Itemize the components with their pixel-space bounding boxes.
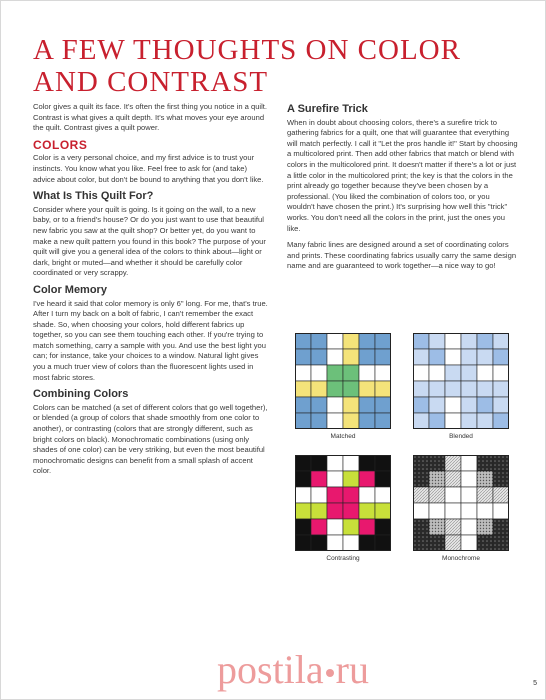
quilt-patch bbox=[445, 471, 461, 487]
quilt-patch bbox=[343, 413, 359, 429]
quilt-patch bbox=[493, 471, 509, 487]
quilt-patch bbox=[375, 397, 391, 413]
quilt-for-heading: What Is This Quilt For? bbox=[33, 190, 154, 203]
quilt-patch bbox=[493, 487, 509, 503]
quilt-patch bbox=[343, 503, 359, 519]
quilt-patch bbox=[327, 333, 343, 349]
quilt-patch bbox=[295, 455, 311, 471]
quilt-patch bbox=[375, 413, 391, 429]
quilt-patch bbox=[413, 519, 429, 535]
quilt-patch bbox=[461, 333, 477, 349]
quilt-patch bbox=[359, 397, 375, 413]
quilt-patch bbox=[413, 471, 429, 487]
matched-caption: Matched bbox=[330, 433, 356, 440]
quilt-patch bbox=[413, 333, 429, 349]
quilt-patch bbox=[461, 365, 477, 381]
quilt-patch bbox=[295, 519, 311, 535]
quilt-patch bbox=[493, 397, 509, 413]
quilt-patch bbox=[429, 333, 445, 349]
quilt-patch bbox=[327, 365, 343, 381]
quilt-patch bbox=[445, 365, 461, 381]
quilt-patch bbox=[311, 381, 327, 397]
quilt-patch bbox=[413, 413, 429, 429]
quilt-patch bbox=[359, 487, 375, 503]
contrasting-quilt-image bbox=[295, 455, 391, 551]
quilt-patch bbox=[461, 413, 477, 429]
quilt-patch bbox=[375, 519, 391, 535]
monochrome-quilt-image bbox=[413, 455, 509, 551]
quilt-patch bbox=[343, 349, 359, 365]
quilt-patch bbox=[311, 455, 327, 471]
quilt-patch bbox=[375, 535, 391, 551]
quilt-patch bbox=[343, 487, 359, 503]
quilt-patch bbox=[477, 381, 493, 397]
quilt-patch bbox=[429, 455, 445, 471]
quilt-patch bbox=[359, 333, 375, 349]
quilt-patch bbox=[445, 455, 461, 471]
quilt-patch bbox=[493, 333, 509, 349]
quilt-patch bbox=[445, 333, 461, 349]
page-number: 5 bbox=[533, 680, 537, 687]
quilt-patch bbox=[429, 535, 445, 551]
quilt-patch bbox=[445, 503, 461, 519]
quilt-patch bbox=[493, 413, 509, 429]
quilt-patch bbox=[359, 519, 375, 535]
quilt-patch bbox=[477, 519, 493, 535]
quilt-patch bbox=[375, 455, 391, 471]
quilt-patch bbox=[327, 503, 343, 519]
quilt-patch bbox=[311, 413, 327, 429]
contrasting-caption: Contrasting bbox=[326, 555, 360, 562]
quilt-patch bbox=[429, 413, 445, 429]
quilt-patch bbox=[461, 535, 477, 551]
monochrome-caption: Monochrome bbox=[442, 555, 480, 562]
quilt-patch bbox=[429, 381, 445, 397]
colors-heading: COLORS bbox=[33, 137, 88, 152]
watermark-logo: postila ru bbox=[217, 647, 369, 692]
quilt-patch bbox=[327, 455, 343, 471]
quilt-patch bbox=[343, 397, 359, 413]
quilt-patch bbox=[327, 519, 343, 535]
quilt-patch bbox=[477, 397, 493, 413]
quilt-patch bbox=[477, 503, 493, 519]
quilt-patch bbox=[327, 413, 343, 429]
quilt-patch bbox=[375, 471, 391, 487]
quilt-patch bbox=[343, 455, 359, 471]
quilt-patch bbox=[359, 349, 375, 365]
quilt-patch bbox=[311, 365, 327, 381]
combining-colors-heading: Combining Colors bbox=[33, 388, 129, 401]
watermark-dot-icon bbox=[326, 669, 334, 677]
quilt-patch bbox=[493, 365, 509, 381]
quilt-patch bbox=[359, 535, 375, 551]
quilt-patch bbox=[493, 535, 509, 551]
quilt-patch bbox=[477, 349, 493, 365]
quilt-patch bbox=[413, 503, 429, 519]
quilt-patch bbox=[295, 535, 311, 551]
quilt-patch bbox=[477, 413, 493, 429]
color-memory-paragraph: I've heard it said that color memory is only 6" long. For me, that's true. After I turn my back on a bolt of fabric, I can't remember the exact shade. So, when choosing your colors, hold different fabrics up together, so you can see them touching each other. If you're trying to match something, carry a sample with you. And use the best light you can; for instance, take your choices to a window. Natural light gives you a much truer view of colors than the fluorescent lights used in most fabric stores. bbox=[33, 298, 268, 382]
quilt-patch bbox=[295, 413, 311, 429]
quilt-patch bbox=[477, 455, 493, 471]
quilt-patch bbox=[327, 471, 343, 487]
quilt-patch bbox=[445, 413, 461, 429]
quilt-patch bbox=[327, 487, 343, 503]
quilt-patch bbox=[327, 397, 343, 413]
quilt-patch bbox=[311, 487, 327, 503]
quilt-patch bbox=[343, 365, 359, 381]
quilt-patch bbox=[311, 503, 327, 519]
surefire-trick-heading: A Surefire Trick bbox=[287, 103, 368, 115]
quilt-patch bbox=[295, 381, 311, 397]
quilt-patch bbox=[493, 519, 509, 535]
quilt-patch bbox=[311, 333, 327, 349]
quilt-patch bbox=[429, 365, 445, 381]
quilt-patch bbox=[445, 381, 461, 397]
matched-quilt-image bbox=[295, 333, 391, 429]
quilt-patch bbox=[461, 471, 477, 487]
quilt-patch bbox=[413, 487, 429, 503]
quilt-patch bbox=[493, 503, 509, 519]
right-column bbox=[287, 101, 519, 278]
quilt-patch bbox=[343, 519, 359, 535]
quilt-patch bbox=[295, 487, 311, 503]
quilt-patch bbox=[413, 381, 429, 397]
quilt-patch bbox=[429, 487, 445, 503]
quilt-patch bbox=[359, 365, 375, 381]
quilt-patch bbox=[429, 503, 445, 519]
quilt-patch bbox=[311, 349, 327, 365]
quilt-patch bbox=[477, 471, 493, 487]
colors-paragraph: Color is a very personal choice, and my first advice is to trust your instincts. You know what you like. Feel free to ask for (and take) advice about color, but don't be bound to anything that you don't like. bbox=[33, 153, 264, 184]
quilt-patch bbox=[493, 455, 509, 471]
quilt-patch bbox=[477, 365, 493, 381]
quilt-patch bbox=[413, 349, 429, 365]
quilt-patch bbox=[375, 349, 391, 365]
quilt-patch bbox=[445, 519, 461, 535]
quilt-patch bbox=[445, 349, 461, 365]
quilt-patch bbox=[477, 487, 493, 503]
quilt-patch bbox=[375, 333, 391, 349]
quilt-patch bbox=[413, 365, 429, 381]
quilt-patch bbox=[359, 471, 375, 487]
quilt-patch bbox=[429, 349, 445, 365]
quilt-examples bbox=[287, 333, 519, 573]
quilt-patch bbox=[343, 471, 359, 487]
blended-caption: Blended bbox=[449, 433, 473, 440]
quilt-patch bbox=[295, 365, 311, 381]
quilt-patch bbox=[359, 381, 375, 397]
quilt-patch bbox=[461, 519, 477, 535]
surefire-trick-paragraph-2: Many fabric lines are designed around a set of coordinating colors and prints. These coordinating fabrics usually carry the same design name and are guaranteed to work together—a nice way to go! bbox=[287, 240, 517, 271]
quilt-patch bbox=[445, 535, 461, 551]
quilt-patch bbox=[493, 381, 509, 397]
surefire-trick-paragraph-1: When in doubt about choosing colors, there's a surefire trick to gathering fabrics for a quilt, one that will guarantee that everything will match perfectly. I call it "Let the pros handle it!" Start by choosing a multicolored print. Then add other fabrics that match or blend with colors in the multicolored print. It doesn't matter if there's a lot or just a little color in the multicolored print; the key is that the colors in the print already go together because they've been chosen by a professional. (You liked the combination of colors too, or you wouldn't have chosen the print.) It's surprising how well this "trick" works. You don't need all the colors in the print, just the ones you like. bbox=[287, 117, 518, 233]
blended-quilt-image bbox=[413, 333, 509, 429]
quilt-patch bbox=[327, 381, 343, 397]
quilt-patch bbox=[413, 535, 429, 551]
quilt-patch bbox=[413, 455, 429, 471]
quilt-patch bbox=[343, 333, 359, 349]
quilt-patch bbox=[429, 471, 445, 487]
quilt-patch bbox=[343, 535, 359, 551]
quilt-patch bbox=[493, 349, 509, 365]
quilt-patch bbox=[311, 471, 327, 487]
quilt-patch bbox=[359, 455, 375, 471]
quilt-patch bbox=[461, 503, 477, 519]
quilt-patch bbox=[461, 455, 477, 471]
quilt-patch bbox=[429, 519, 445, 535]
combining-colors-paragraph: Colors can be matched (a set of different colors that go well together), or blended (a group of colors that shade smoothly from one color to another), or contrasting (colors that are strongly different, such as bright colors on black). Monochromatic combinations (using only shades of one color) can be very striking, but even the most beautiful monochromatic designs can benefit from a small splash of accent color. bbox=[33, 402, 268, 476]
quilt-patch bbox=[429, 397, 445, 413]
quilt-patch bbox=[477, 333, 493, 349]
quilt-patch bbox=[295, 333, 311, 349]
color-memory-heading: Color Memory bbox=[33, 283, 107, 296]
quilt-patch bbox=[359, 413, 375, 429]
quilt-patch bbox=[461, 397, 477, 413]
quilt-patch bbox=[359, 503, 375, 519]
page-title: A FEW THOUGHTS ON COLOR AND CONTRAST bbox=[33, 34, 461, 98]
quilt-patch bbox=[295, 503, 311, 519]
quilt-patch bbox=[295, 471, 311, 487]
quilt-patch bbox=[413, 397, 429, 413]
quilt-patch bbox=[461, 381, 477, 397]
quilt-patch bbox=[327, 349, 343, 365]
intro-paragraph: Color gives a quilt its face. It's often the first thing you notice in a quilt. Contrast is what gives a quilt depth. It's what moves your eye around the quilt. Contrast gives a quilt power. bbox=[33, 102, 268, 133]
quilt-patch bbox=[375, 487, 391, 503]
quilt-patch bbox=[327, 535, 343, 551]
quilt-patch bbox=[295, 349, 311, 365]
quilt-patch bbox=[311, 519, 327, 535]
quilt-patch bbox=[477, 535, 493, 551]
quilt-patch bbox=[461, 349, 477, 365]
quilt-for-paragraph: Consider where your quilt is going. Is it going on the wall, to a new baby, or to a friend's house? Or do you just want to use that beautiful new fabric you saw at the quilt shop? Or better yet, do you want to make a new quilt pattern you found in this book? The purpose of your quilt will give you a general idea of the colors to think about—light or dark, bright or muted—and whether it should be carefully color coordinated or very scrappy. bbox=[33, 204, 266, 278]
quilt-patch bbox=[375, 365, 391, 381]
quilt-patch bbox=[295, 397, 311, 413]
quilt-patch bbox=[445, 487, 461, 503]
quilt-patch bbox=[461, 487, 477, 503]
quilt-patch bbox=[343, 381, 359, 397]
quilt-patch bbox=[375, 503, 391, 519]
quilt-patch bbox=[375, 381, 391, 397]
quilt-patch bbox=[311, 535, 327, 551]
quilt-patch bbox=[311, 397, 327, 413]
quilt-patch bbox=[445, 397, 461, 413]
left-column bbox=[33, 102, 269, 483]
